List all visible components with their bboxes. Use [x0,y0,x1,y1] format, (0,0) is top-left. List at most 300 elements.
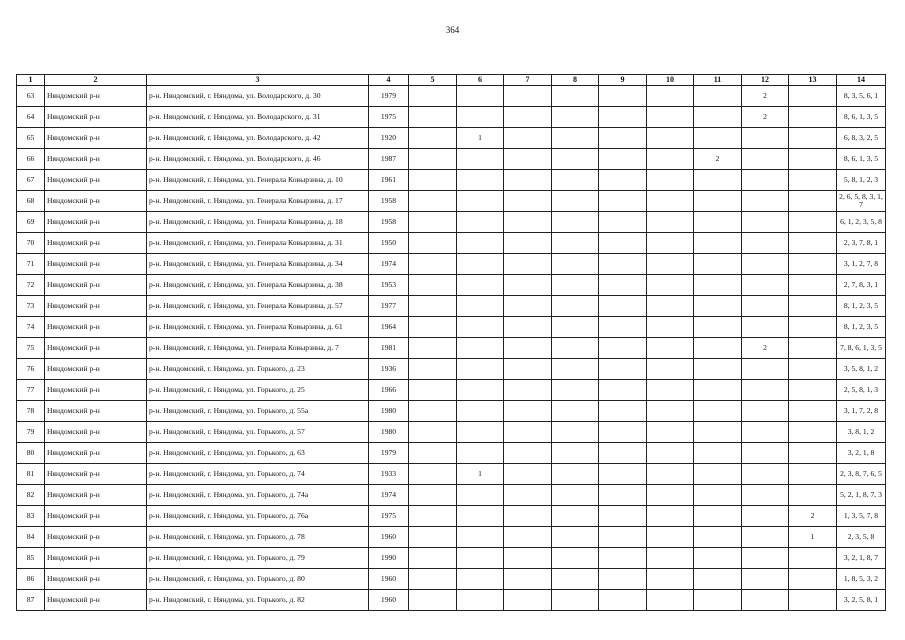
cell-col-5 [409,590,457,611]
cell-col-14: 8, 6, 1, 3, 5 [837,149,886,170]
cell-col-4: 1990 [369,548,409,569]
cell-col-12 [742,422,789,443]
cell-col-9 [599,149,647,170]
cell-col-12 [742,359,789,380]
cell-col-6 [457,359,504,380]
cell-col-5 [409,128,457,149]
cell-col-4: 1966 [369,380,409,401]
cell-col-8 [552,296,599,317]
table-row [17,275,886,296]
cell-col-2: Няндомский р-н [45,254,147,275]
cell-col-7 [504,464,552,485]
cell-col-1: 73 [17,296,45,317]
cell-col-3: р-н. Няндомский, г. Няндома, ул. Володарского, д. 31 [147,107,369,128]
cell-col-1: 80 [17,443,45,464]
cell-col-6 [457,296,504,317]
cell-col-8 [552,401,599,422]
cell-col-5 [409,107,457,128]
cell-col-13 [789,548,837,569]
cell-col-7 [504,401,552,422]
cell-col-3: р-н. Няндомский, г. Няндома, ул. Генерала Ковырзина, д. 61 [147,317,369,338]
cell-col-5 [409,464,457,485]
column-header-8: 8 [552,75,599,86]
cell-col-6 [457,422,504,443]
cell-col-10 [647,527,694,548]
cell-col-11 [694,401,742,422]
cell-col-14: 3, 2, 5, 8, 1 [837,590,886,611]
cell-col-10 [647,317,694,338]
cell-col-12 [742,170,789,191]
cell-col-9 [599,275,647,296]
cell-col-6 [457,485,504,506]
cell-col-4: 1920 [369,128,409,149]
cell-col-11 [694,590,742,611]
cell-col-8 [552,338,599,359]
cell-col-2: Няндомский р-н [45,86,147,107]
table-row [17,443,886,464]
cell-col-1: 79 [17,422,45,443]
cell-col-7 [504,128,552,149]
cell-col-2: Няндомский р-н [45,149,147,170]
cell-col-11 [694,128,742,149]
cell-col-6 [457,506,504,527]
cell-col-5 [409,401,457,422]
cell-col-9 [599,569,647,590]
cell-col-5 [409,275,457,296]
cell-col-3: р-н. Няндомский, г. Няндома, ул. Генерала Ковырзина, д. 7 [147,338,369,359]
cell-col-10 [647,443,694,464]
cell-col-6 [457,275,504,296]
column-header-3: 3 [147,75,369,86]
cell-col-10 [647,401,694,422]
cell-col-3: р-н. Няндомский, г. Няндома, ул. Горького, д. 74а [147,485,369,506]
cell-col-10 [647,212,694,233]
cell-col-11 [694,107,742,128]
cell-col-14: 2, 3, 7, 8, 1 [837,233,886,254]
column-header-6: 6 [457,75,504,86]
cell-col-9 [599,443,647,464]
cell-col-1: 63 [17,86,45,107]
cell-col-14: 8, 1, 2, 3, 5 [837,296,886,317]
cell-col-4: 1974 [369,254,409,275]
cell-col-13 [789,254,837,275]
cell-col-10 [647,590,694,611]
cell-col-3: р-н. Няндомский, г. Няндома, ул. Горького, д. 74 [147,464,369,485]
cell-col-13 [789,317,837,338]
table-row [17,254,886,275]
cell-col-8 [552,107,599,128]
cell-col-14: 8, 6, 1, 3, 5 [837,107,886,128]
cell-col-6 [457,443,504,464]
cell-col-14: 8, 1, 2, 3, 5 [837,317,886,338]
cell-col-2: Няндомский р-н [45,527,147,548]
table-row [17,170,886,191]
cell-col-1: 84 [17,527,45,548]
cell-col-10 [647,464,694,485]
cell-col-7 [504,527,552,548]
cell-col-7 [504,254,552,275]
cell-col-5 [409,506,457,527]
cell-col-5 [409,548,457,569]
cell-col-10 [647,485,694,506]
cell-col-13 [789,149,837,170]
cell-col-8 [552,548,599,569]
cell-col-3: р-н. Няндомский, г. Няндома, ул. Генерала Ковырзина, д. 34 [147,254,369,275]
cell-col-13 [789,275,837,296]
column-header-12: 12 [742,75,789,86]
cell-col-8 [552,317,599,338]
cell-col-13 [789,569,837,590]
cell-col-14: 3, 1, 7, 2, 8 [837,401,886,422]
cell-col-10 [647,254,694,275]
cell-col-9 [599,212,647,233]
cell-col-3: р-н. Няндомский, г. Няндома, ул. Горького, д. 80 [147,569,369,590]
cell-col-6 [457,317,504,338]
cell-col-9 [599,296,647,317]
cell-col-4: 1964 [369,317,409,338]
cell-col-14: 8, 3, 5, 6, 1 [837,86,886,107]
cell-col-1: 77 [17,380,45,401]
cell-col-12 [742,254,789,275]
cell-col-11 [694,485,742,506]
cell-col-12: 2 [742,86,789,107]
cell-col-7 [504,107,552,128]
cell-col-7 [504,485,552,506]
cell-col-13: 2 [789,506,837,527]
column-header-1: 1 [17,75,45,86]
cell-col-2: Няндомский р-н [45,380,147,401]
cell-col-8 [552,569,599,590]
cell-col-11 [694,296,742,317]
table-row [17,422,886,443]
cell-col-5 [409,485,457,506]
table-row [17,569,886,590]
cell-col-14: 2, 3, 5, 8 [837,527,886,548]
cell-col-2: Няндомский р-н [45,506,147,527]
cell-col-13 [789,233,837,254]
cell-col-12 [742,191,789,212]
cell-col-13 [789,170,837,191]
cell-col-2: Няндомский р-н [45,422,147,443]
cell-col-3: р-н. Няндомский, г. Няндома, ул. Горького, д. 78 [147,527,369,548]
table-row [17,506,886,527]
cell-col-10 [647,128,694,149]
cell-col-7 [504,569,552,590]
cell-col-9 [599,548,647,569]
cell-col-4: 1987 [369,149,409,170]
cell-col-4: 1975 [369,506,409,527]
cell-col-14: 5, 8, 1, 2, 3 [837,170,886,191]
cell-col-11 [694,527,742,548]
column-header-9: 9 [599,75,647,86]
cell-col-1: 68 [17,191,45,212]
cell-col-13 [789,128,837,149]
cell-col-4: 1977 [369,296,409,317]
cell-col-4: 1980 [369,422,409,443]
cell-col-9 [599,233,647,254]
cell-col-4: 1975 [369,107,409,128]
cell-col-13 [789,107,837,128]
cell-col-13 [789,485,837,506]
cell-col-10 [647,338,694,359]
cell-col-1: 69 [17,212,45,233]
cell-col-2: Няндомский р-н [45,359,147,380]
cell-col-3: р-н. Няндомский, г. Няндома, ул. Горького, д. 79 [147,548,369,569]
cell-col-14: 1, 3, 5, 7, 8 [837,506,886,527]
cell-col-8 [552,380,599,401]
cell-col-4: 1981 [369,338,409,359]
cell-col-12 [742,527,789,548]
cell-col-1: 82 [17,485,45,506]
cell-col-3: р-н. Няндомский, г. Няндома, ул. Горького, д. 55а [147,401,369,422]
cell-col-8 [552,506,599,527]
cell-col-12 [742,569,789,590]
cell-col-6 [457,548,504,569]
cell-col-6 [457,170,504,191]
table-row [17,296,886,317]
cell-col-2: Няндомский р-н [45,191,147,212]
cell-col-14: 6, 1, 2, 3, 5, 8 [837,212,886,233]
cell-col-12 [742,590,789,611]
page-number: 364 [445,25,460,35]
cell-col-7 [504,317,552,338]
cell-col-9 [599,590,647,611]
table-row [17,107,886,128]
table-row [17,485,886,506]
header-row [17,75,886,86]
cell-col-8 [552,191,599,212]
cell-col-2: Няндомский р-н [45,107,147,128]
cell-col-7 [504,86,552,107]
cell-col-2: Няндомский р-н [45,548,147,569]
cell-col-9 [599,506,647,527]
cell-col-8 [552,590,599,611]
cell-col-9 [599,128,647,149]
cell-col-10 [647,296,694,317]
cell-col-13: 1 [789,527,837,548]
cell-col-7 [504,422,552,443]
cell-col-5 [409,422,457,443]
cell-col-4: 1950 [369,233,409,254]
cell-col-8 [552,359,599,380]
cell-col-6 [457,212,504,233]
cell-col-10 [647,359,694,380]
cell-col-8 [552,86,599,107]
cell-col-7 [504,275,552,296]
table-row [17,86,886,107]
cell-col-2: Няндомский р-н [45,443,147,464]
cell-col-8 [552,128,599,149]
cell-col-7 [504,149,552,170]
cell-col-10 [647,86,694,107]
table-row [17,191,886,212]
cell-col-1: 65 [17,128,45,149]
cell-col-11 [694,422,742,443]
cell-col-9 [599,380,647,401]
cell-col-13 [789,464,837,485]
cell-col-12: 2 [742,338,789,359]
cell-col-3: р-н. Няндомский, г. Няндома, ул. Генерала Ковырзина, д. 18 [147,212,369,233]
cell-col-6 [457,149,504,170]
cell-col-6 [457,569,504,590]
cell-col-7 [504,359,552,380]
cell-col-10 [647,506,694,527]
cell-col-7 [504,296,552,317]
cell-col-2: Няндомский р-н [45,317,147,338]
cell-col-7 [504,380,552,401]
cell-col-5 [409,86,457,107]
cell-col-11 [694,254,742,275]
table-row [17,338,886,359]
cell-col-11 [694,317,742,338]
cell-col-9 [599,338,647,359]
cell-col-12 [742,380,789,401]
cell-col-9 [599,401,647,422]
cell-col-1: 86 [17,569,45,590]
cell-col-1: 78 [17,401,45,422]
cell-col-14: 3, 8, 1, 2 [837,422,886,443]
cell-col-10 [647,569,694,590]
data-table [16,74,886,611]
cell-col-12 [742,485,789,506]
cell-col-7 [504,191,552,212]
cell-col-8 [552,422,599,443]
cell-col-8 [552,464,599,485]
column-header-13: 13 [789,75,837,86]
cell-col-5 [409,527,457,548]
cell-col-4: 1960 [369,527,409,548]
cell-col-2: Няндомский р-н [45,275,147,296]
cell-col-6 [457,527,504,548]
cell-col-5 [409,149,457,170]
cell-col-12 [742,548,789,569]
cell-col-11 [694,338,742,359]
cell-col-8 [552,149,599,170]
cell-col-5 [409,170,457,191]
cell-col-8 [552,485,599,506]
cell-col-9 [599,170,647,191]
cell-col-11 [694,191,742,212]
cell-col-11 [694,86,742,107]
table-row [17,401,886,422]
cell-col-12 [742,401,789,422]
cell-col-6 [457,590,504,611]
cell-col-14: 2, 5, 8, 1, 3 [837,380,886,401]
cell-col-14: 2, 3, 8, 7, 6, 5 [837,464,886,485]
cell-col-14: 3, 1, 2, 7, 8 [837,254,886,275]
cell-col-11 [694,212,742,233]
cell-col-4: 1953 [369,275,409,296]
cell-col-14: 2, 7, 8, 3, 1 [837,275,886,296]
cell-col-12 [742,506,789,527]
cell-col-3: р-н. Няндомский, г. Няндома, ул. Генерала Ковырзина, д. 17 [147,191,369,212]
cell-col-4: 1958 [369,191,409,212]
cell-col-2: Няндомский р-н [45,170,147,191]
cell-col-12 [742,128,789,149]
cell-col-3: р-н. Няндомский, г. Няндома, ул. Генерала Ковырзина, д. 57 [147,296,369,317]
cell-col-4: 1958 [369,212,409,233]
cell-col-7 [504,170,552,191]
cell-col-1: 87 [17,590,45,611]
cell-col-11 [694,170,742,191]
cell-col-13 [789,296,837,317]
cell-col-10 [647,233,694,254]
table-body [17,86,886,611]
cell-col-9 [599,317,647,338]
cell-col-4: 1933 [369,464,409,485]
cell-col-9 [599,422,647,443]
cell-col-10 [647,548,694,569]
cell-col-1: 85 [17,548,45,569]
cell-col-6 [457,107,504,128]
table-row [17,128,886,149]
cell-col-14: 7, 8, 6, 1, 3, 5 [837,338,886,359]
cell-col-11 [694,506,742,527]
cell-col-13 [789,338,837,359]
cell-col-3: р-н. Няндомский, г. Няндома, ул. Володарского, д. 46 [147,149,369,170]
cell-col-10 [647,107,694,128]
cell-col-7 [504,338,552,359]
cell-col-6 [457,254,504,275]
cell-col-4: 1979 [369,443,409,464]
cell-col-3: р-н. Няндомский, г. Няндома, ул. Горького, д. 76а [147,506,369,527]
table-row [17,317,886,338]
cell-col-8 [552,170,599,191]
cell-col-5 [409,317,457,338]
cell-col-6 [457,86,504,107]
cell-col-12 [742,149,789,170]
cell-col-10 [647,422,694,443]
cell-col-5 [409,338,457,359]
cell-col-12 [742,464,789,485]
cell-col-3: р-н. Няндомский, г. Няндома, ул. Володарского, д. 30 [147,86,369,107]
cell-col-5 [409,359,457,380]
cell-col-9 [599,464,647,485]
column-header-2: 2 [45,75,147,86]
cell-col-4: 1974 [369,485,409,506]
cell-col-11 [694,548,742,569]
table-row [17,359,886,380]
cell-col-9 [599,191,647,212]
cell-col-11 [694,464,742,485]
cell-col-5 [409,191,457,212]
cell-col-10 [647,380,694,401]
cell-col-5 [409,212,457,233]
cell-col-7 [504,590,552,611]
cell-col-8 [552,254,599,275]
cell-col-10 [647,149,694,170]
cell-col-12 [742,233,789,254]
table-row [17,380,886,401]
cell-col-14: 3, 2, 1, 8, 7 [837,548,886,569]
cell-col-1: 83 [17,506,45,527]
cell-col-14: 3, 5, 8, 1, 2 [837,359,886,380]
cell-col-2: Няндомский р-н [45,296,147,317]
cell-col-5 [409,233,457,254]
cell-col-13 [789,86,837,107]
cell-col-12: 2 [742,107,789,128]
cell-col-12 [742,296,789,317]
column-header-7: 7 [504,75,552,86]
column-header-11: 11 [694,75,742,86]
cell-col-4: 1960 [369,590,409,611]
cell-col-7 [504,233,552,254]
cell-col-5 [409,296,457,317]
cell-col-3: р-н. Няндомский, г. Няндома, ул. Горького, д. 57 [147,422,369,443]
cell-col-1: 70 [17,233,45,254]
column-header-14: 14 [837,75,886,86]
cell-col-6 [457,233,504,254]
